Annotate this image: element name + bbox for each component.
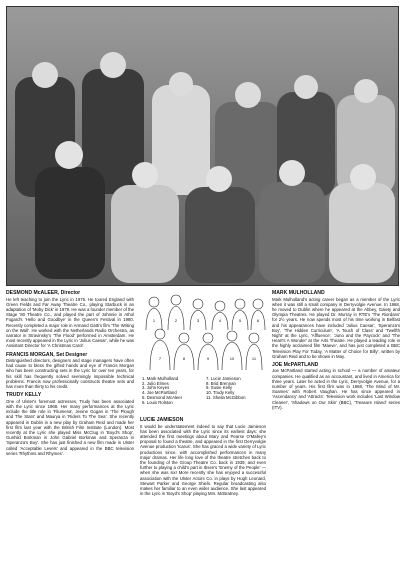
key-number: 10 (229, 356, 235, 361)
key-entry: 4. Joe McPartland (142, 390, 177, 396)
key-entry: 5. Desmond McAleer (142, 394, 183, 400)
key-number: 3 (196, 318, 200, 323)
key-entry: 7. Lucie Jamieson (206, 376, 241, 381)
key-number: 6 (256, 318, 260, 323)
heading-lucie: LUCIE JAMIESON (140, 417, 184, 423)
key-number: 9 (206, 356, 210, 361)
key-number: 4 (218, 318, 222, 323)
body-francis: Distinguished directors, designers and stage managers have often had cause to bless the gifted hands and eye of Francis Morgan who has been constructing sets in the Lyric for over ten years, for his skill has frequently solved seemingly impossible technical problems. Francis now professionally constructs theatre sets and has more than thirty to his credit. (6, 358, 134, 390)
heading-trudy: TRUDY KELLY (6, 392, 42, 399)
heading-mark: MARK MULHOLLAND (272, 290, 325, 296)
key-entry: 1. Mark Mulholland (142, 376, 179, 381)
key-number: 5 (238, 318, 242, 323)
key-entry: 9. Susie Kelly (206, 385, 233, 391)
column-right (272, 290, 400, 413)
body-joe: Joe McPartland started acting in school — a number of amateur companies. He qualified as an accountant, and lived in America for three years. Later he acted in the Lyric, Derryvolgie Avenue, for a number of years. His first film was in 1968, 'The Mind of Mr. Soames' with Robert Vaughan. He has since appeared in 'Ascendancy' and 'Attracts'. Television work includes 'Last Window Cleaner', 'Shadows on Our Skin' (BBC), 'Treasure Island' series (ITV). (272, 368, 400, 410)
key-number: 8 (182, 356, 186, 361)
heading-desmond: DESMOND McALEER, Director (6, 290, 81, 296)
heading-francis: FRANCIS MORGAN, Set Designer (6, 351, 88, 358)
key-number: 2 (174, 318, 178, 323)
cast-photo-image (7, 7, 399, 286)
key-entry: 8. Brid Brennan (206, 380, 236, 386)
key-number: 1 (152, 318, 156, 323)
body-lucie: It would be understatement indeed to say that Lucie Jamieson has been associated with the Lyric since its earliest days: she attended the first meetings about Mary and Pearse O'Malley's proposal to found a theatre, and appeared in the first Derryvolgie Avenue production 'Icarus'. She has graced a wide variety of Lyric productions since, with accomplished performances in many major dramas. Her life long love of the theatre stretches back to the founding of the Group Theatre Co. back in 1939, and even further to playing a child's part in Ibsen's 'Enemy of the People' — when she was six! More recently she has enjoyed a successful association with the Ulster Actors Co. in plays by Hugh Leonard, Stewart Parker and George Shiels. Regular broadcasting also makes her familiar to an even wider audience. She last appeared in the Lyric in 'Boyd's Shop' playing Mrs. McBratney. (140, 423, 266, 497)
key-number: 7 (158, 356, 162, 361)
key-outline-image (140, 290, 266, 376)
key-entry: 6. Louis Rolston (142, 399, 173, 405)
key-entry: 3. John Keyes (142, 385, 170, 391)
body-desmond: He left teaching to join the Lyric in 1975. He toured England with Green Fields and Far Away Theatre Co., playing Starbuck in an adaptation of 'Moby Dick' in 1979. He was a founder member of the Stage '80 Theatre Co., and played the part of Johnnie in Athol Fugard's 'Hello and Goodbye' in the Queen's Festival in 1980. Recently completed a major role in Armand Gatti's film 'The Writing on the Wall'. He worked with the Netherlands Radio Orchestra, as narrator in Stravinsky's 'The Flood' performed in Amsterdam. He most recently appeared in the Lyric in 'Julius Caesar', while he was Assistant Director for 'A Christmas Carol'. (6, 296, 134, 349)
cast-photograph (6, 6, 399, 286)
key-entry: 10. Trudy Kelly (206, 390, 235, 396)
body-trudy: One of Ulster's foremost actresses, Trudy has been associated with the Lyric since 1968. Her many performances at the Lyric include the title role in 'Filumena', Jenine Gogan in 'The Plough and The Stars' and Maurya in 'Riders To The Sea'. She recently appeared in Dublin in a new play by Graham Reid and made her first film last year with the British Film Institute (London). Most recently at the Lyric she played Miss McClug in 'Boyd's Shop', Gunhild Borkman in John Gabriel Borkman and Speranza in 'Speranza's Boy'. She has just finished a new film made in Ulster called 'Acceptable Levels' and appeared in the BBC television series 'Rhythms and Rhymes'. (6, 398, 134, 456)
cast-key-list (140, 377, 266, 413)
heading-joe: JOE McPARTLAND (272, 361, 319, 368)
column-left (6, 290, 134, 459)
key-number: 11 (251, 356, 257, 361)
key-entry: 11. Sheila McGibbon (206, 394, 246, 400)
key-entry: 2. Julio Elmes (142, 380, 169, 386)
body-mark: Mark Mulholland's acting career began as a member of the Lyric when it was still a small company in Derryvolgie Avenue. In 1968, he moved to Dublin where he appeared at the Abbey, Gaiety and Olympia Theatres. He played Dr. Murray in RTE's 'The Riordans' for 2½ years. He now spends most of his time working in Belfast and his appearances have included 'Julius Caesar', 'Speranza's Boy', 'The Hidden Curriculum', 'A Touch of Class' and 'Twelfth Night' at the Lyric, 'Affluence', 'Juno and the Paycock' and 'The Heart's A Wonder' at the Arts Theatre. He played a leading role in the highly acclaimed film 'Maeve', and has just completed a BBC Television Play For Today, 'A Matter of Choice for Billy', written by Graham Reid and to be shown in May. (272, 296, 400, 359)
column-middle (140, 417, 266, 499)
